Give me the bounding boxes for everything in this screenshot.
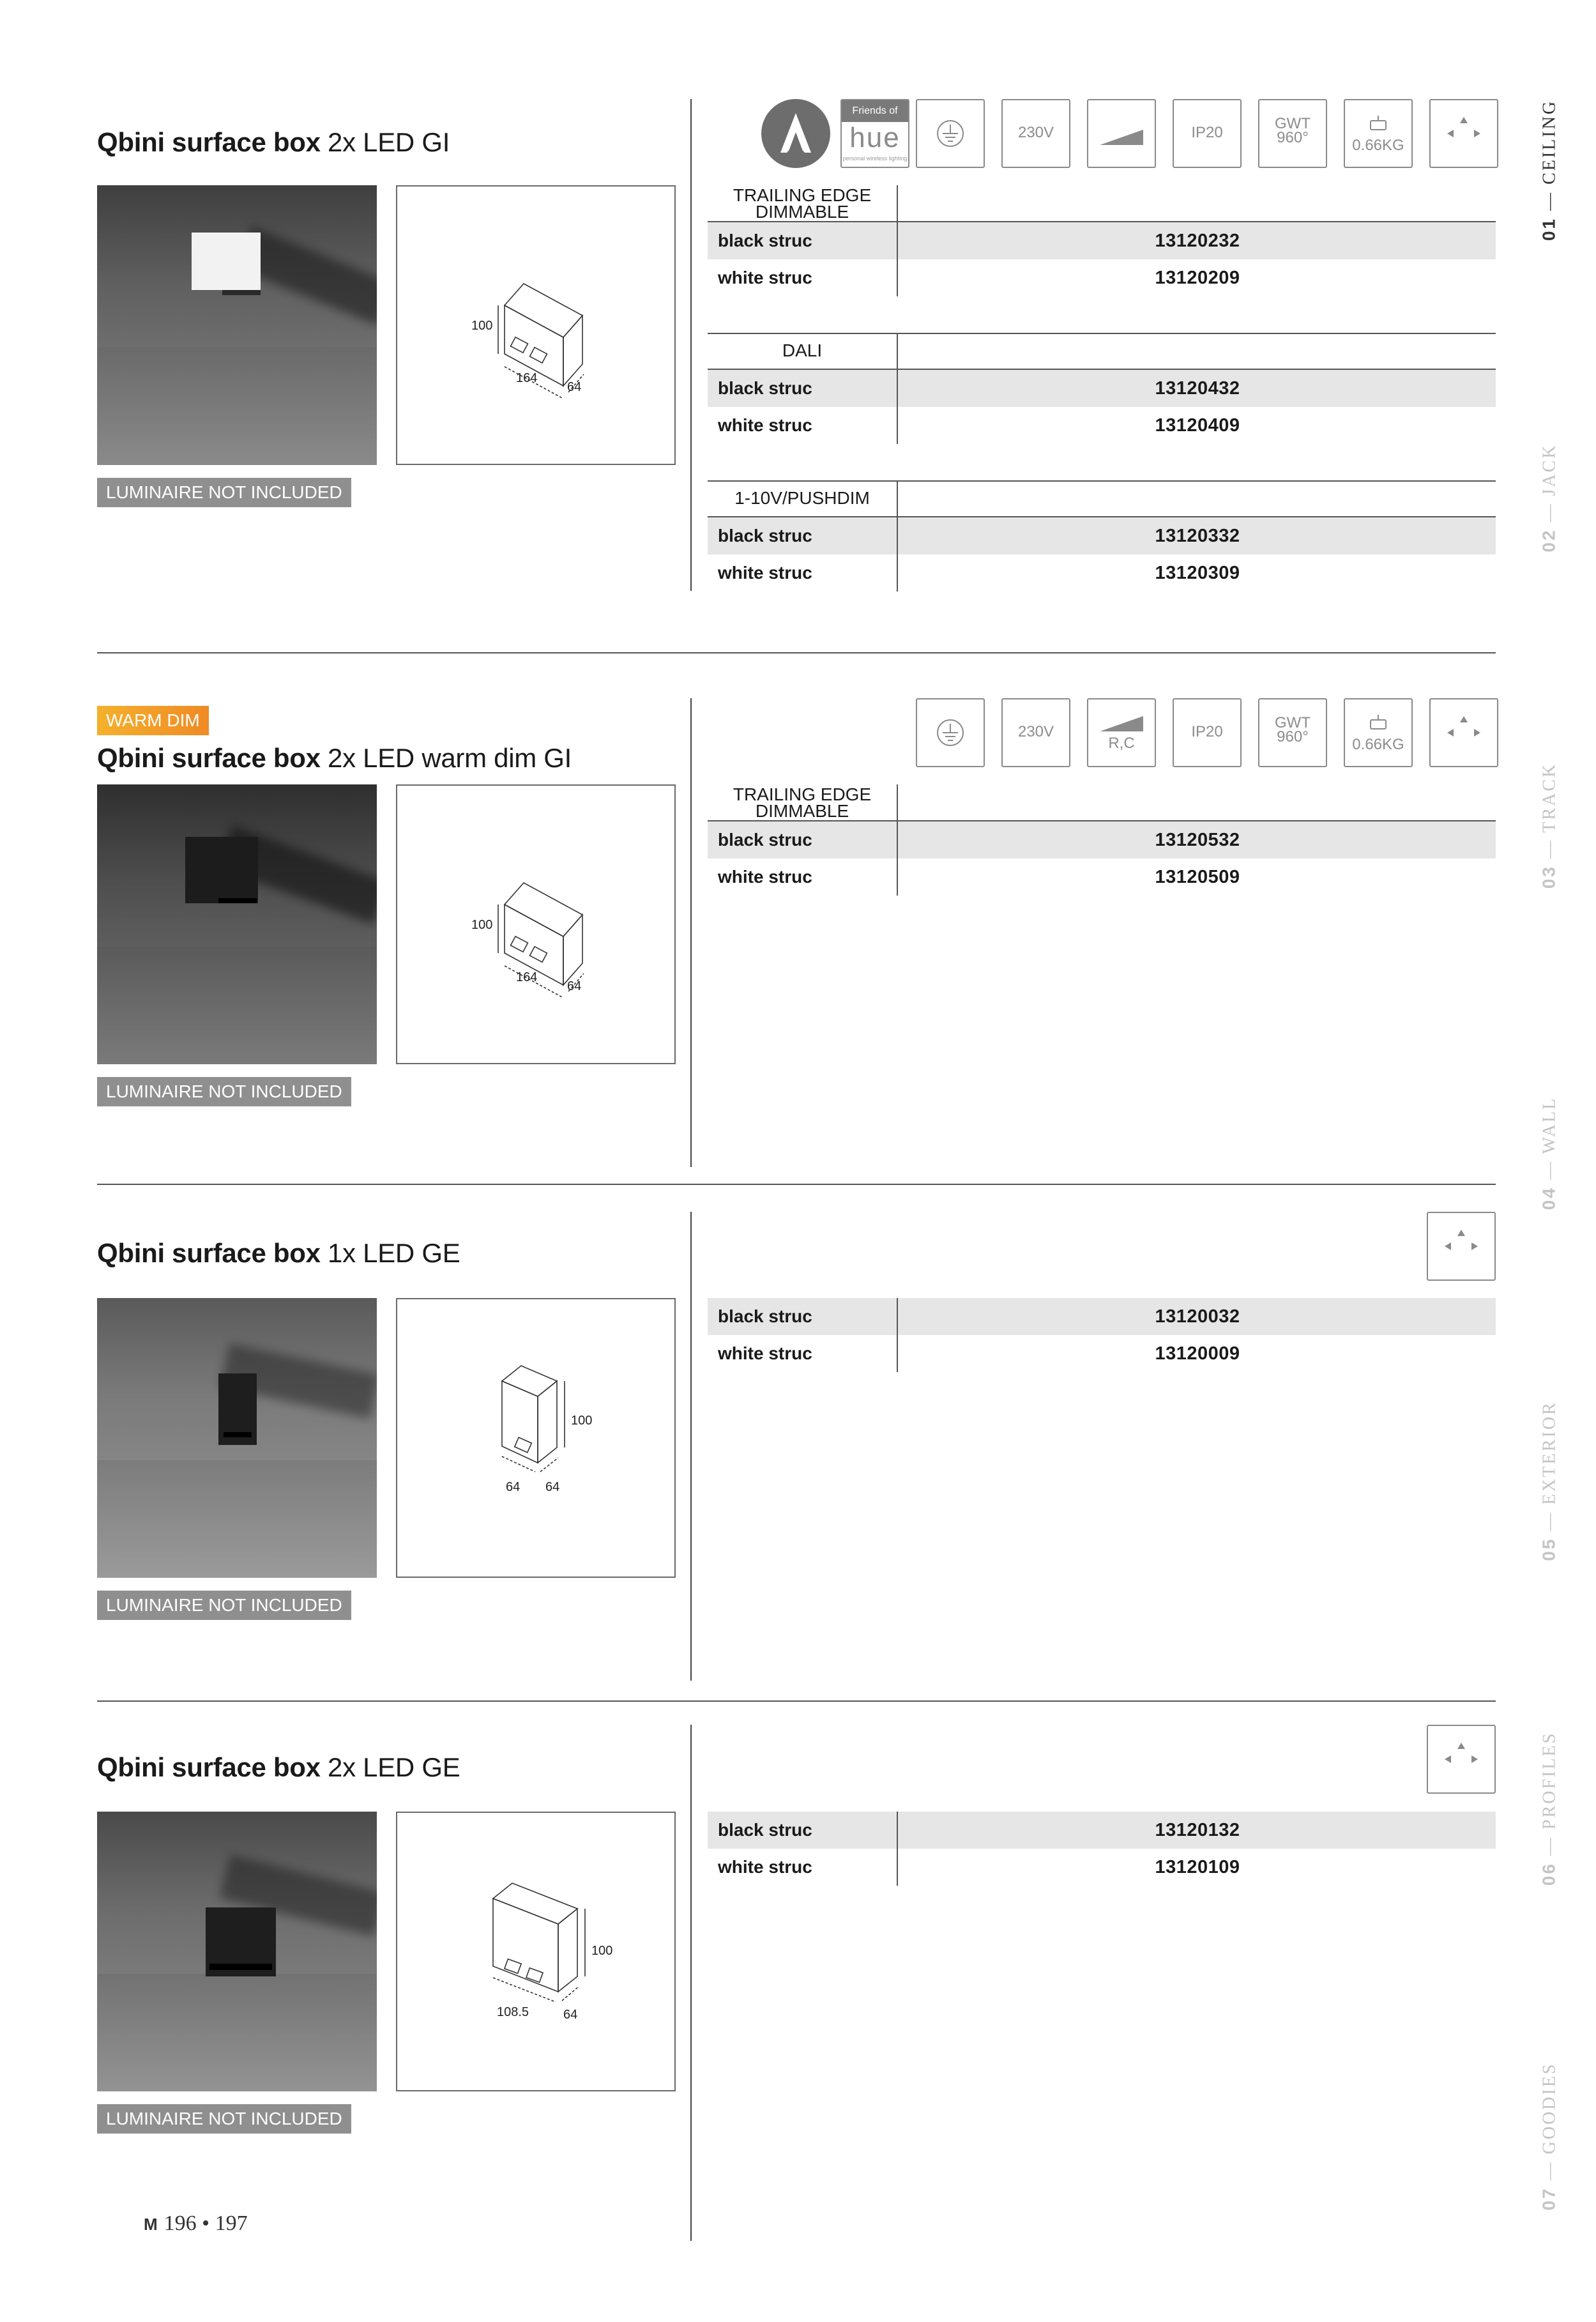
ip-rating-icon: IP20 bbox=[1173, 698, 1242, 767]
dim-height: 100 bbox=[471, 918, 493, 932]
weight-icon: 0.66KG bbox=[1344, 698, 1413, 767]
adjustable-arrows-icon bbox=[1427, 1725, 1496, 1794]
table-row: white struc 13120009 bbox=[708, 1335, 1496, 1372]
product-title: Qbini surface box 2x LED GI bbox=[97, 127, 450, 157]
table-row: white struc 13120509 bbox=[708, 859, 1496, 896]
column-divider bbox=[690, 1725, 692, 2241]
table-row: black struc 13120032 bbox=[708, 1298, 1496, 1335]
section-divider bbox=[97, 652, 1496, 653]
ip-rating-icon: IP20 bbox=[1173, 99, 1242, 168]
table-row: white struc 13120409 bbox=[708, 407, 1496, 444]
product-title: Qbini surface box 2x LED GE bbox=[97, 1752, 460, 1782]
table-row: white struc 13120309 bbox=[708, 554, 1496, 592]
weight-icon: 0.66KG bbox=[1344, 99, 1413, 168]
table-row: black struc 13120432 bbox=[708, 370, 1496, 407]
table-header: TRAILING EDGE DIMMABLE bbox=[708, 784, 898, 820]
adjustable-arrows-icon bbox=[1429, 698, 1498, 767]
table-header: DALI bbox=[708, 334, 898, 370]
adjustable-arrows-icon bbox=[1427, 1212, 1496, 1281]
dimmable-icon bbox=[1087, 99, 1156, 168]
warm-dim-badge: WARM DIM bbox=[97, 706, 209, 735]
table-row: black struc 13120532 bbox=[708, 821, 1496, 859]
glow-wire-icon: GWT 960° bbox=[1258, 698, 1327, 767]
page-footer bbox=[144, 2211, 248, 2236]
chapter-profiles[interactable]: 06 — PROFILES bbox=[1539, 1731, 1560, 1886]
product-photo bbox=[97, 1812, 377, 2091]
column-divider bbox=[690, 99, 692, 591]
dim-height: 100 bbox=[471, 319, 493, 333]
technical-drawing bbox=[396, 1298, 676, 1578]
technical-drawing bbox=[396, 784, 676, 1064]
luminaire-note-badge: LUMINAIRE NOT INCLUDED bbox=[97, 1591, 351, 1620]
technical-drawing bbox=[396, 185, 676, 465]
column-divider bbox=[690, 1212, 692, 1681]
table-row: white struc 13120209 bbox=[708, 259, 1496, 296]
dim-depth: 64 bbox=[567, 380, 582, 394]
chapter-goodies[interactable]: 07 — GOODIES bbox=[1539, 2062, 1560, 2211]
chapter-jack[interactable]: 02 — JACK bbox=[1539, 443, 1560, 553]
voltage-icon: 230V bbox=[1001, 99, 1070, 168]
dim-depth: 64 bbox=[563, 2008, 578, 2022]
spec-icons bbox=[761, 99, 1496, 168]
product-photo bbox=[97, 784, 377, 1064]
friends-of-hue-icon: Friends of hue personal wireless lighting bbox=[840, 99, 909, 168]
table-header: TRAILING EDGE DIMMABLE bbox=[708, 185, 898, 221]
technical-drawing bbox=[396, 1812, 676, 2091]
table-row: black struc 13120332 bbox=[708, 517, 1496, 554]
dim-depth: 64 bbox=[567, 979, 582, 993]
glow-wire-icon: GWT 960° bbox=[1258, 99, 1327, 168]
chapter-track[interactable]: 03 — TRACK bbox=[1539, 762, 1560, 889]
section-divider bbox=[97, 1700, 1496, 1702]
table-row: white struc 13120109 bbox=[708, 1849, 1496, 1886]
page-numbers: 196 • 197 bbox=[163, 2211, 248, 2235]
spec-icons bbox=[916, 698, 1496, 767]
luminaire-note-badge: LUMINAIRE NOT INCLUDED bbox=[97, 1077, 351, 1106]
section-divider bbox=[97, 1184, 1496, 1185]
dim-width: 164 bbox=[516, 970, 538, 984]
dim-depth: 64 bbox=[545, 1480, 560, 1494]
product-photo bbox=[97, 185, 377, 465]
dim-height: 100 bbox=[591, 1944, 613, 1958]
dim-width: 64 bbox=[506, 1480, 521, 1494]
adjustable-arrows-icon bbox=[1429, 99, 1498, 168]
dimmable-rc-icon: R,C bbox=[1087, 698, 1156, 767]
table-row: black struc 13120232 bbox=[708, 222, 1496, 259]
chapter-wall[interactable]: 04 — WALL bbox=[1539, 1096, 1560, 1211]
product-title: Qbini surface box 2x LED warm dim GI bbox=[97, 743, 572, 773]
voltage-icon: 230V bbox=[1001, 698, 1070, 767]
luminaire-note-badge: LUMINAIRE NOT INCLUDED bbox=[97, 2104, 351, 2134]
table-row: black struc 13120132 bbox=[708, 1812, 1496, 1849]
chapter-exterior[interactable]: 05 — EXTERIOR bbox=[1539, 1401, 1560, 1561]
earth-ground-icon bbox=[916, 99, 985, 168]
chapter-ceiling[interactable]: 01 — CEILING bbox=[1539, 99, 1560, 241]
dim-width: 108.5 bbox=[497, 2005, 529, 2019]
luminaire-note-badge: LUMINAIRE NOT INCLUDED bbox=[97, 478, 351, 507]
footer-logo: M bbox=[144, 2215, 158, 2234]
product-photo bbox=[97, 1298, 377, 1578]
product-title: Qbini surface box 1x LED GE bbox=[97, 1238, 460, 1268]
earth-ground-icon bbox=[916, 698, 985, 767]
column-divider bbox=[690, 698, 692, 1167]
dim-width: 164 bbox=[516, 371, 538, 385]
brand-logo-icon bbox=[761, 99, 830, 168]
table-header: 1-10V/PUSHDIM bbox=[708, 482, 898, 517]
dim-height: 100 bbox=[571, 1414, 593, 1428]
